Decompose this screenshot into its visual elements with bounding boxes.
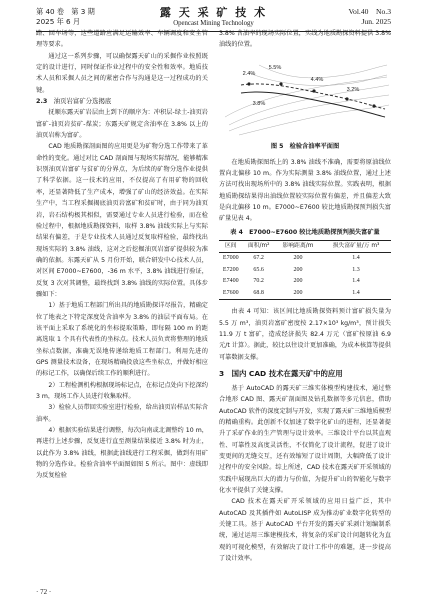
figure-oil-content-plan [219,55,391,139]
paragraph: 抚顺东露天矿岩层由上到下的顺序为：冲积层-绿土-油页岩富矿-油页岩贫矿-煤炭；东露天矿规定含油率在 3.8% 以上的油页岩称为富矿。 [36,109,208,140]
volume-issue-en: Vol.40 No.3 [348,7,391,16]
table-caption: 表 4 E7000~E7600 较比地质勘探预判损失富矿量 [230,228,380,236]
table-cell: 1.4 [352,289,360,296]
paragraph: 2）工程检测机构根据现场标记点，在标记点处向下挖深约 3 m，现场工作人员进行收集取样。 [36,381,208,400]
oil-rate-label: 2.4% [242,70,256,77]
journal-title-cn: 露 天 采 矿 技 术 [159,6,268,19]
column-header: 面积/m² [247,242,270,249]
table-row [219,253,391,265]
table-cell: E7400 [222,278,239,285]
column-header: 影响距离/m [282,242,314,249]
date-en: Jun. 2025 [361,17,391,26]
paragraph: 4）根据实验结果进行调整，每次向南或北调整约 10 m，再进行上述步骤，反复进行直至测量结果接近 3.8% 时为止，以此作为 3.8% 油线，根据此油线进行工程采掘，做到有用矿物的分选作业。检验含油率平面图如图 5 所示。图中：虚线即为反复检验 [36,427,208,480]
volume-issue-cn: 第 40 卷 第 3 期 [36,7,95,16]
table-cell: 200 [293,255,303,262]
table-cell: 1.4 [352,255,360,262]
page-number: · 72 · [36,588,52,596]
oil-rate-label: 3.2% [346,86,360,93]
oil-content-plan-graphic [219,55,391,139]
paragraph: CAD 技术在露天矿开采领域的应用日益广泛，其中 AutoCAD 及其插件如 AutoLISP 成为推动矿业数字化转型的关键工具。基于 AutoCAD 平台开发的露天矿采剥计划编制系统，通过运用三维建模技术，将复杂的采矿设计问题转化为直观的可视化模型，有效解决了设计工作中的难题，进一步提高了设计效率。 [219,498,391,563]
table-row [219,276,391,288]
table-row [219,265,391,277]
table-cell: E7200 [222,266,239,273]
table-row [219,288,391,300]
paragraph: 在地质勘探图纸上的 3.8% 油线不准确，需要将原油线位置向北偏移 10 m。作为实际测量 3.8% 油线位置，通过上述方法可找出现场所中的 3.8% 油线实际位置。实践表明，根据地质勘探结果得出油线位置较实际位置有偏差，并且偏差大致是向北偏移 10 m。E7000~E7600 较比地质勘探预判损失富矿量见表 4。 [219,158,391,223]
section-title: 国内 CAD 技术在露天矿中的应用 [231,368,343,378]
table-cell: 67.2 [253,255,264,262]
table-cell: 65.6 [253,266,264,273]
section-heading [219,367,391,381]
header-right [349,7,391,27]
table-cell: 70.2 [253,278,264,285]
figure-caption: 图 5 检验含油率平面图 [270,142,340,150]
oil-rate-label: 4.4% [310,76,324,83]
table-cell: 200 [293,266,303,273]
oil-rate-label: 3.8% [252,100,266,107]
paragraph: 基于 AutoCAD 的露天矿三维实体模型构建技术，通过整合地形 CAD 图、露天矿剖面图及钻孔数据等多元信息，借助 AutoCAD 软件的深度定制与开发，实现了露天矿三维地质模型的精确重构。此创新不仅加速了数字化矿山的进程，还显著提升了采矿作业的生产管理与设计效率。三维设计平台以其直观性、可靠性及高度灵活性，不仅简化了设计流程，促进了设计变更间的无缝交互，还有效缩短了设计周期，大幅降低了设计过程中的安全风险。综上所述，CAD 技术在露天矿开采领域的实践中展现出巨大的潜力与价值，为提升矿山的智能化与数字化水平提供了关键支撑。 [219,384,391,495]
table-cell: 200 [293,278,303,285]
paragraph: 1）基于地质工程部门所出具的地质勘探详尽报告，精确定位了地表之下特定深度处含油率为 3.8% 的油层平面布局。在该平面上采取了系统化的坐标提取策略，即每隔 100 m 的距离选取 1 个具有代表性的坐标点。技术人员负责将整理的地质坐标点数据，准确无误地传递给地质工程部门。利用先进的 GPS 测量技术设备，在现场精确投放这些坐标点，并做好相应的标记工作，以确保后续工作的顺利进行。 [36,302,208,378]
paragraph: 由表 4 可知：该区间比地质勘探资料预计富矿损失量为 5.5 万 m³，油页岩富矿密度按 2.17×10³ kg/m³，预计损失 11.9 万 t 富矿，造成经济损失 82.4 万元（富矿按原油 6.9 元/t 计算）。据此，较比以往设计更加准确，为成本核算等提供可靠数据支撑。 [219,308,391,361]
paragraph: 3.8% 含油率的现场实际位置，实线为地质勘探资料提供 3.8% 油线的位置。 [219,30,391,49]
table-cell: 1.3 [352,266,360,273]
section-number: 3 [219,368,225,378]
paragraph: CAD 地质勘探剖面图的应用更是为矿物分选工作带来了革命性的变化。通过对比 CAD 剖面图与现场实际情况，能够精准识别油页岩富矿与贫矿的分界点，为后续的矿物分选作业提供了科学依据。这一技术的应用，不仅提高了有用矿物的回收率，还显著降低了生产成本，增强了矿山的经济效益。在实际生产中，当工程采掘揭底油页岩富矿和贫矿时，由于同为油页岩，岩石结构极其相似，需要通过专业人员进行检验，而在检验过程中，根据地质勘探资料，取样 3.8% 油线实际上与实际结果有偏差，于是专业技术人员通过反复取样检验，最终找出现场实际的 3.8% 油线，这对之后挖掘油页岩富矿提供较为准确的依据。东露天矿从 5 月份开始，联合研发中心技术人员，对区间 E7000~E7600，-36 m 水平，3.8% 油线进行验证，反复 3 次对其调整，最终找到 3.8% 油线的实际位置。具体步骤如下： [36,143,208,298]
paragraph: 3）检验人员带回实验室进行检验，给出油页岩样品实际含油率。 [36,404,208,423]
oil-rate-label: 5.5% [268,64,282,71]
column-header: 损失富矿量/万 m³ [332,242,380,249]
table-cell: E7600 [222,289,239,296]
date-cn: 2025 年 6 月 [36,17,81,26]
paragraph: 路、回车场等，这些道路应满足运输效率、车辆调度和安全管理等要求。 [36,30,208,49]
journal-title-en: Opencast Mining Technology [173,20,254,27]
right-column [219,28,391,564]
loss-table [219,240,391,301]
table-cell: E7000 [222,255,239,262]
left-column [36,28,208,482]
paragraph: 通过这一系列步骤，可以确保露天矿山的采掘作业按照既定的设计进行，同时保证作业过程中的安全性和效率。地质技术人员和采掘人员之间的紧密合作与沟通是这一过程成功的关键。 [36,52,208,94]
section-title: 油页岩富矿分选揭底 [53,97,112,106]
section-heading [36,96,208,107]
table-cell: 68.8 [253,289,264,296]
section-number: 2.3 [36,97,48,106]
table-cell: 200 [293,289,303,296]
column-header: 区间 [224,242,237,249]
table-header-row [219,240,391,253]
table-cell: 1.4 [352,278,360,285]
header-center [36,7,391,28]
